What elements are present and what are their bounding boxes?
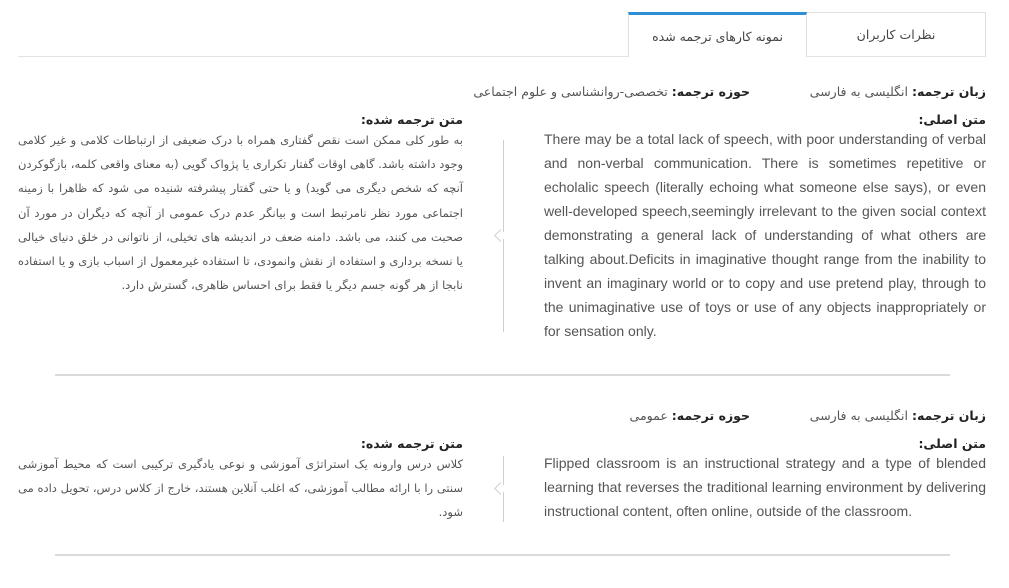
translation-language-label: زبان ترجمه: xyxy=(911,408,986,423)
divider-arrow xyxy=(494,482,507,495)
translation-sample xyxy=(0,80,1009,380)
tab-translation-samples[interactable]: نمونه کارهای ترجمه شده xyxy=(628,12,807,57)
original-text: There may be a total lack of speech, with poor understanding of verbal and non-verbal communication. There is sometimes repetitive or echolalic speech (literally echoing what someone else says), or even well-developed speech,seemingly irrelevant to the given social context demonstrating a general lack of understanding of what others are talking about.Deficits in imaginative thought range from the inability to invent an imaginary world or to copy and use pretend play, through to the unimaginative use of toys or use of any objects inappropriately or for sensation only. xyxy=(544,131,986,339)
translation-language-value: انگلیسی به فارسی xyxy=(809,408,908,423)
tab-user-reviews[interactable]: نظرات کاربران xyxy=(806,12,986,56)
translation-field xyxy=(473,84,750,99)
translation-sample xyxy=(0,404,1009,554)
translated-text-label: متن ترجمه شده: xyxy=(360,436,463,451)
translation-field xyxy=(630,408,750,423)
translation-language xyxy=(810,84,986,99)
sample-separator xyxy=(55,374,950,376)
translation-field-value: تخصصی-روانشناسی و علوم اجتماعی xyxy=(473,84,668,99)
sample-separator xyxy=(55,554,950,556)
tab-bar xyxy=(18,12,986,57)
translated-text: کلاس درس وارونه یک استراتژی آموزشی و نوعی یادگیری ترکیبی است که محیط آموزشی سنتی را با ارائه مطالب آموزشی، که اغلب آنلاین هستند، خارج از کلاس درس، تحویل داده می شود. xyxy=(18,457,463,520)
original-text-label: متن اصلی: xyxy=(918,436,986,451)
original-text: Flipped classroom is an instructional strategy and a type of blended learning that reverses the traditional learning environment by delivering instructional content, often online, outside of the classroom. xyxy=(544,455,986,519)
translation-language-value: انگلیسی به فارسی xyxy=(809,84,908,99)
translation-field-label: حوزه ترجمه: xyxy=(671,84,750,99)
translation-language-label: زبان ترجمه: xyxy=(911,84,986,99)
divider-arrow xyxy=(494,229,507,242)
translated-text: به طور کلی ممکن است نقص گفتاری همراه با درک ضعیفی از ارتباطات کلامی و غیر کلامی وجود داشته باشد. گاهی اوقات گفتار تکراری یا پژواک گویی (به معنای واقعی کلمه، بازگوکردن آنچه که شخص دیگری می گوید) و یا حتی گفتار پیشرفته شنیده می شود که ظاهرا با زمینه اجتماعی مورد نظر نامرتبط است و بیانگر عدم درک عمومی از آنچه که دیگران در مورد آن صحبت می کنند، می باشد. دامنه ضعف در اندیشه های تخیلی، از ناتوانی در خلق دنیای خیالی یا نسخه برداری و استفاده از نقش وانمودی، تا استفاده غیرمعمول از اسباب بازی و یا استفاده نابجا از هر گونه جسم دیگر یا فقط برای احساس ظاهری، گسترش دارد. xyxy=(18,133,463,293)
original-text-label: متن اصلی: xyxy=(918,112,986,127)
translation-field-label: حوزه ترجمه: xyxy=(671,408,750,423)
translation-language xyxy=(810,408,986,423)
translation-field-value: عمومی xyxy=(629,408,668,423)
translated-text-label: متن ترجمه شده: xyxy=(360,112,463,127)
